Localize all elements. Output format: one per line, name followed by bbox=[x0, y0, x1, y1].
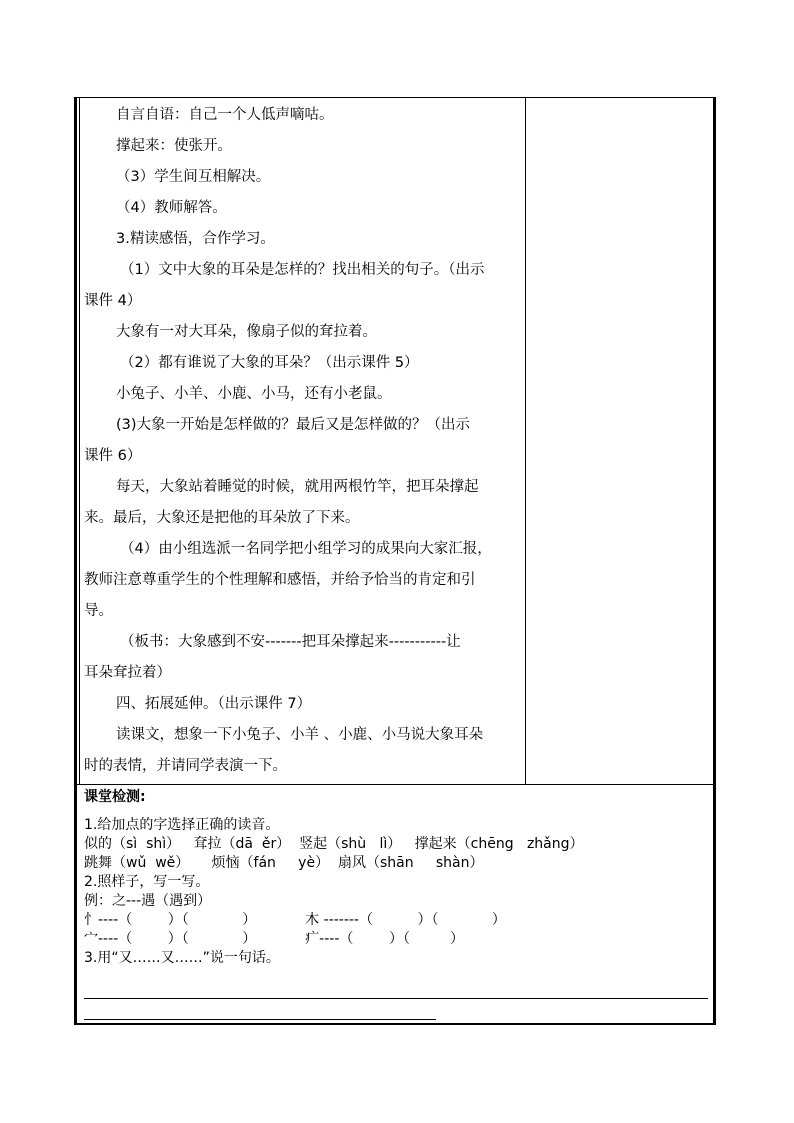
table-top-border bbox=[74, 97, 716, 98]
lesson-line: 每天，大象站着睡觉的时候，就用两根竹竿，把耳朵撑起 bbox=[116, 479, 479, 495]
lesson-line: （4）教师解答。 bbox=[116, 200, 227, 216]
lesson-line: 来。最后，大象还是把他的耳朵放了下来。 bbox=[84, 510, 360, 526]
check-line: 宀----（ ）（ ） 疒----（ ）（ ） bbox=[84, 931, 465, 947]
table-left-border bbox=[74, 97, 77, 1025]
lesson-line: 3.精读感悟，合作学习。 bbox=[116, 231, 275, 247]
lesson-line: （4）由小组选派一名同学把小组学习的成果向大家汇报， bbox=[120, 541, 492, 557]
lesson-line: 课件 4） bbox=[84, 293, 142, 309]
lesson-line: 教师注意尊重学生的个性理解和感悟，并给予恰当的肯定和引 bbox=[84, 572, 476, 588]
lesson-line: （2）都有谁说了大象的耳朵？（出示课件 5） bbox=[120, 355, 419, 371]
table-row-divider bbox=[77, 784, 713, 785]
check-line: 跳舞（wǔ wě） 烦恼（fán yè） 扇风（shān shàn） bbox=[84, 855, 484, 871]
check-line: 例：之---遇（遇到） bbox=[84, 893, 212, 909]
lesson-line: （1）文中大象的耳朵是怎样的？找出相关的句子。（出示 bbox=[120, 262, 485, 278]
answer-blank-line bbox=[84, 1019, 436, 1020]
lesson-line: 时的表情，并请同学表演一下。 bbox=[84, 758, 287, 774]
lesson-line: 读课文，想象一下小兔子、小羊 、小鹿、小马说大象耳朵 bbox=[116, 727, 484, 743]
lesson-line: 课件 6） bbox=[84, 448, 142, 464]
answer-blank-line bbox=[84, 998, 708, 999]
lesson-line: （板书：大象感到不安-------把耳朵撑起来-----------让 bbox=[120, 634, 461, 650]
lesson-line: 自言自语：自己一个人低声嘀咕。 bbox=[116, 107, 334, 123]
check-line: 2.照样子，写一写。 bbox=[84, 874, 210, 890]
lesson-procedure-cell bbox=[84, 100, 520, 782]
check-line: 3.用“又……又……”说一句话。 bbox=[84, 950, 280, 966]
lesson-line: （3）学生间互相解决。 bbox=[116, 169, 271, 185]
check-line: 似的（sì shì） 耷拉（dā ěr） 竖起（shù lì） 撑起来（chēng zhǎng） bbox=[84, 836, 584, 852]
table-column-divider bbox=[525, 97, 526, 785]
lesson-line: 小兔子、小羊、小鹿、小马，还有小老鼠。 bbox=[116, 386, 392, 402]
classroom-check-title: 课堂检测: bbox=[84, 789, 146, 805]
check-line: 1.给加点的字选择正确的读音。 bbox=[84, 817, 280, 833]
lesson-line: 四、拓展延伸。（出示课件 7） bbox=[116, 696, 312, 712]
table-bottom-border bbox=[74, 1023, 716, 1025]
table-right-border bbox=[713, 97, 716, 1025]
table-inner-left-border bbox=[79, 97, 80, 785]
lesson-line: 撑起来：使张开。 bbox=[116, 138, 232, 154]
lesson-line: 导。 bbox=[84, 603, 113, 619]
lesson-line: (3)大象一开始是怎样做的？最后又是怎样做的？（出示 bbox=[116, 417, 471, 433]
lesson-line: 耳朵耷拉着） bbox=[84, 665, 171, 681]
check-line: 忄----（ ）（ ） 木 -------（ ）（ ） bbox=[84, 912, 506, 928]
classroom-check-cell bbox=[84, 786, 704, 968]
lesson-line: 大象有一对大耳朵，像扇子似的耷拉着。 bbox=[116, 324, 377, 340]
